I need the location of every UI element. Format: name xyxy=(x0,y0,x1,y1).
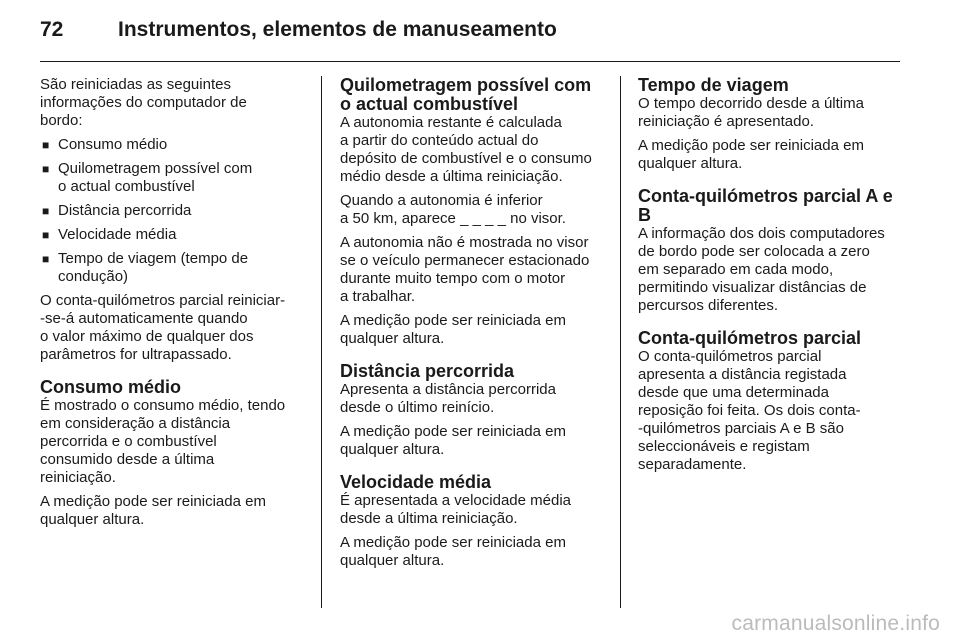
page-header xyxy=(40,18,900,58)
section-paragraph: A medição pode ser reiniciada em qualquer altura. xyxy=(340,534,566,569)
list-item xyxy=(40,226,308,244)
bullet-square-icon: ■ xyxy=(42,228,50,242)
list-item xyxy=(40,250,308,286)
section-paragraph: O conta-quilómetros parcial apresenta a distância registada desde que uma determinada reposição foi feita. Os dois conta- -quilómetros parciais A e B são seleccionáveis e registam separadamente. xyxy=(638,348,861,473)
list-item-text: Velocidade média xyxy=(58,226,177,243)
column-divider xyxy=(321,76,322,608)
section-paragraph: A medição pode ser reiniciada em qualquer altura. xyxy=(40,493,266,528)
section-heading-consumo-medio: Consumo médio xyxy=(40,377,182,397)
column-2 xyxy=(340,76,612,576)
section-paragraph: A medição pode ser reiniciada em qualquer altura. xyxy=(638,137,864,172)
reset-items-list xyxy=(40,136,308,286)
list-item xyxy=(40,136,308,154)
section-paragraph: A medição pode ser reiniciada em qualquer altura. xyxy=(340,423,566,458)
watermark: carmanualsonline.info xyxy=(731,612,940,635)
section-heading-quilometragem-possivel: Quilometragem possível com o actual combustível xyxy=(340,75,592,114)
section-paragraph: A informação dos dois computadores de bordo pode ser colocada a zero em separado em cada modo, permitindo visualizar distâncias de percursos diferentes. xyxy=(638,225,885,314)
intro-paragraph: São reiniciadas as seguintes informações do computador de bordo: xyxy=(40,76,247,129)
header-rule xyxy=(40,61,900,62)
bullet-square-icon: ■ xyxy=(42,138,50,152)
section-paragraph: É apresentada a velocidade média desde a última reiniciação. xyxy=(340,492,571,527)
section-heading-tempo-de-viagem: Tempo de viagem xyxy=(638,75,789,95)
column-1 xyxy=(40,76,308,535)
section-heading-conta-quilometros-parcial: Conta-quilómetros parcial xyxy=(638,328,862,348)
column-3 xyxy=(638,76,910,480)
section-paragraph: O tempo decorrido desde a última reiniciação é apresentado. xyxy=(638,95,864,130)
section-heading-conta-quilometros-a-e-b: Conta-quilómetros parcial A e B xyxy=(638,186,893,225)
list-item xyxy=(40,160,308,196)
list-item-text: Quilometragem possível com o actual combustível xyxy=(58,160,253,195)
section-paragraph: A autonomia restante é calculada a partir do conteúdo actual do depósito de combustível e o consumo médio desde a última reiniciação. xyxy=(340,114,592,185)
section-paragraph: A medição pode ser reiniciada em qualquer altura. xyxy=(340,312,566,347)
bullet-square-icon: ■ xyxy=(42,204,50,218)
section-paragraph: Quando a autonomia é inferior a 50 km, aparece _ _ _ _ no visor. xyxy=(340,192,566,227)
list-item-text: Distância percorrida xyxy=(58,202,192,219)
section-paragraph: A autonomia não é mostrada no visor se o veículo permanecer estacionado durante muito tempo com o motor a trabalhar. xyxy=(340,234,590,305)
column-divider xyxy=(620,76,621,608)
list-item-text: Tempo de viagem (tempo de condução) xyxy=(58,250,249,285)
bullet-square-icon: ■ xyxy=(42,252,50,266)
page-title: Instrumentos, elementos de manuseamento xyxy=(118,18,557,41)
list-item-text: Consumo médio xyxy=(58,136,168,153)
reset-note-paragraph: O conta-quilómetros parcial reiniciar- -se-á automaticamente quando o valor máximo de qualquer dos parâmetros for ultrapassado. xyxy=(40,292,286,363)
section-paragraph: É mostrado o consumo médio, tendo em consideração a distância percorrida e o combustível consumido desde a última reiniciação. xyxy=(40,397,286,486)
bullet-square-icon: ■ xyxy=(42,162,50,176)
section-paragraph: Apresenta a distância percorrida desde o último reinício. xyxy=(340,381,556,416)
list-item xyxy=(40,202,308,220)
section-heading-velocidade-media: Velocidade média xyxy=(340,472,492,492)
section-heading-distancia-percorrida: Distância percorrida xyxy=(340,361,515,381)
page-number: 72 xyxy=(40,18,64,41)
